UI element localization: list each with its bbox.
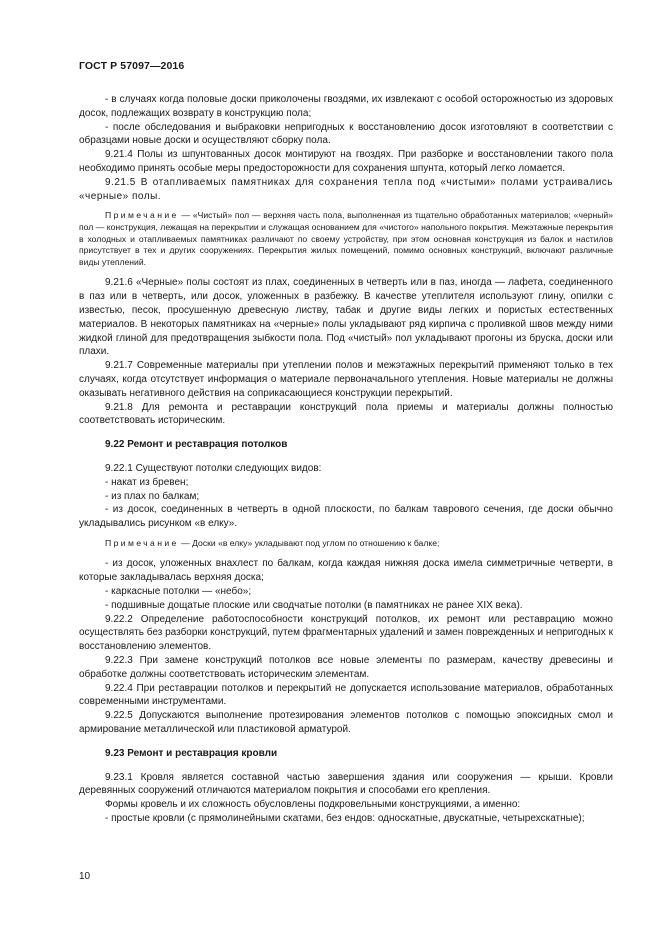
paragraph: Формы кровель и их сложность обусловлены подкровельными конструкциями, а именно:	[105, 799, 521, 811]
paragraph: 9.21.7 Современные материалы при утеплении полов и межэтажных перекрытий применяют только в тех случаях, когда отсутствует информация о материале первоначального утепления. Новые материалы не должны оказывать негативного действия на соприкасающиеся конструкции перекрытий.	[79, 360, 613, 399]
paragraph: 9.21.8 Для ремонта и реставрации конструкций пола приемы и материалы должны полностью соответствовать историческим.	[79, 401, 613, 427]
document-header: ГОСТ Р 57097—2016	[79, 60, 185, 72]
list-item: - из досок, соединенных в четверть в одной плоскости, по балкам таврового сечения, где доски обычно укладывались рисунком «в елку».	[79, 504, 613, 530]
paragraph: - в случаях когда половые доски приколочены гвоздями, их извлекают с особой осторожностью из здоровых досок, подлежащих возврату в конструкцию пола;	[79, 94, 613, 119]
paragraph: 9.21.6 «Черные» полы состоят из плах, соединенных в четверть или в паз, иногда — лафета, соединенного в паз или в четверть, или досок, уложенных в разбежку. В качестве утеплителя используют глину, опилки с известью, песок, просушенную древесную листву, табак и другие виды легких и пористых естественных материалов. В некоторых памятниках на «черные» полы укладывают ряд кирпича с проливкой швов между ними жидкой глиной для предотвращения зыбкости пола. Под «чистый» пол укладывают прогоны из бруска, доски или плахи.	[79, 277, 613, 358]
paragraph: 9.22.2 Определение работоспособности конструкций потолков, их ремонт или реставрацию можно осуществлять без разборки конструкций, путем фрагментарных удалений и замен поврежденных и непригодных к восстановлению элементов.	[79, 613, 613, 653]
paragraph: 9.22.4 При реставрации потолков и перекрытий не допускается использование материалов, обработанных современными инструментами.	[79, 682, 613, 708]
list-item: - накат из бревен;	[105, 476, 189, 488]
note-label: Примечание	[105, 210, 179, 221]
paragraph: 9.21.5 В отапливаемых памятниках для сохранения тепла под «чистыми» полами устраивались «черные» полы.	[79, 176, 613, 202]
list-item: - простые кровли (с прямолинейными скатами, без ендов: односкатные, двускатные, четырехскатные);	[105, 813, 585, 825]
list-item: - подшивные дощатые плоские или сводчатые потолки (в памятниках не ранее XIX века).	[105, 599, 523, 611]
paragraph: - после обследования и выбраковки непригодных к восстановлению досок изготовляют в соответствии с образцами новые доски и осуществляют сборку пола.	[79, 121, 613, 147]
note-label: Примечание	[105, 537, 179, 548]
paragraph: 9.21.4 Полы из шпунтованных досок монтируют на гвоздях. При разборке и восстановлении такого пола необходимо принять особые меры предосторожности для сохранения шпунта, который легко ломается.	[79, 149, 613, 174]
note	[79, 210, 613, 268]
list-item: - из плах по балкам;	[105, 490, 200, 502]
paragraph: 9.22.5 Допускаются выполнение протезирования элементов потолков с помощью эпоксидных смол и армирование металлической или пластиковой арматурой.	[79, 710, 613, 736]
note	[79, 538, 613, 550]
page-body	[79, 93, 613, 826]
page-number: 10	[79, 871, 91, 882]
paragraph: 9.23.1 Кровля является составной частью завершения здания или сооружения — крыши. Кровли деревянных сооружений отличаются материалом покрытия и способами его крепления.	[79, 771, 613, 797]
note-text: — Доски «в елку» укладывают под углом по отношению к балке;	[181, 537, 440, 548]
section-heading: 9.22 Ремонт и реставрация потолков	[105, 439, 288, 451]
paragraph: 9.22.1 Существуют потолки следующих видов:	[105, 462, 322, 474]
paragraph: 9.22.3 При замене конструкций потолков все новые элементы по размерам, качеству древесины и обработке должны соответствовать историческим элементам.	[79, 655, 613, 680]
section-heading: 9.23 Ремонт и реставрация кровли	[105, 747, 278, 759]
list-item: - каркасные потолки — «небо»;	[105, 586, 252, 598]
note-text: — «Чистый» пол — верхняя часть пола, выполненная из тщательно обработанных материалов; «черный» пол — конструкция, лежащая на перекрытии и служащая основанием для «чистого» напольного покрытия. Межэтажные перекрытия в холодных и отапливаемых памятниках различают по своему устройству, при этом основная конструкция из балок и настилов присутствует в тех и других сооружениях. Перекрытия жилых помещений, помимо основных конструкций, включают различные виды утеплений.	[79, 210, 614, 267]
list-item: - из досок, уложенных внахлест по балкам, когда каждая нижняя доска имела симметричные четверти, в которые закладывалась верхняя доска;	[79, 558, 613, 584]
